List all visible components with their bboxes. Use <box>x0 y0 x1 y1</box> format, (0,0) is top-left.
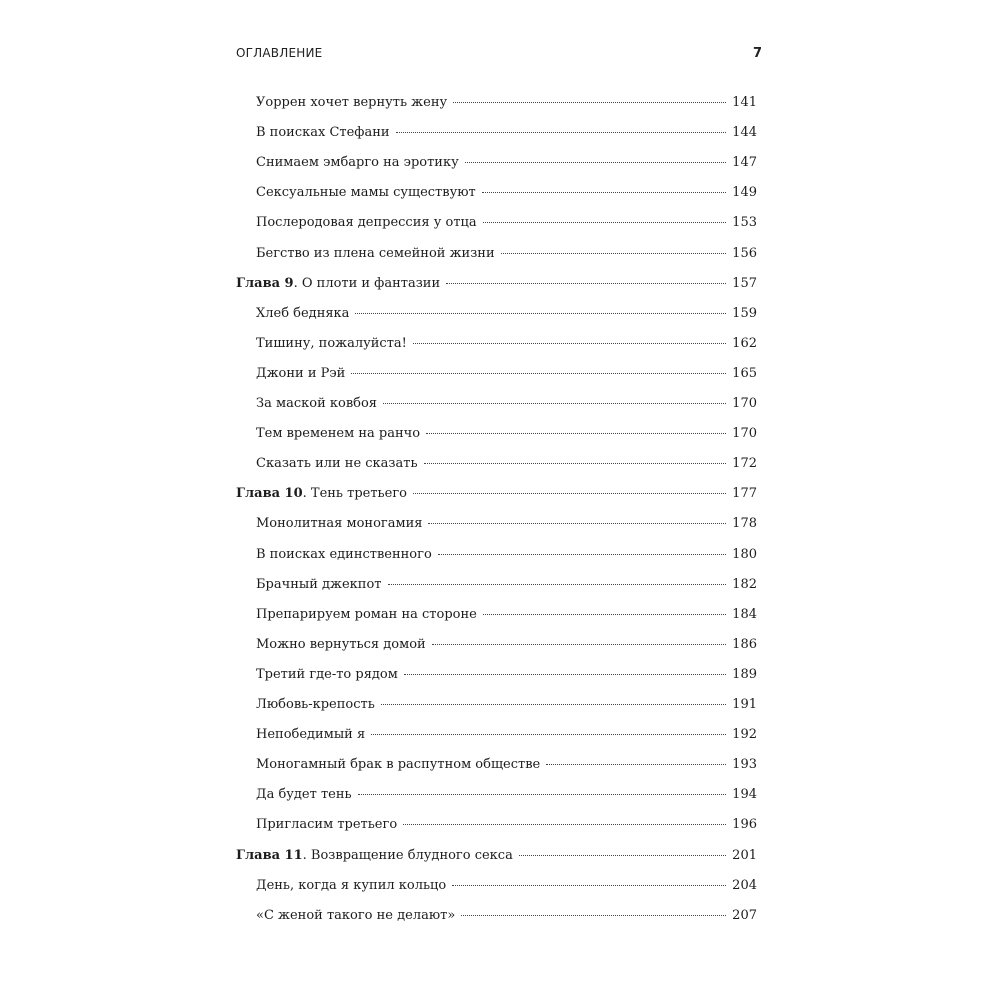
toc-entry-title: Уоррен хочет вернуть жену <box>256 95 448 110</box>
chapter-title: . Возвращение блудного секса <box>302 847 513 863</box>
dot-leader <box>519 854 726 856</box>
toc-entry-title: Тем временем на ранчо <box>256 426 421 442</box>
dot-leader <box>461 914 726 916</box>
toc-entry <box>256 299 757 329</box>
dot-leader <box>426 432 726 434</box>
toc-entry-title: «С женой такого не делают» <box>256 907 456 923</box>
toc-entry-page-number: 141 <box>732 95 757 110</box>
toc-entry-page-number: 196 <box>732 817 757 833</box>
toc-entry-title: Снимаем эмбарго на эротику <box>256 155 459 171</box>
toc-entry <box>256 780 757 810</box>
dot-leader <box>483 221 727 223</box>
toc-entry-page-number: 194 <box>732 787 757 803</box>
toc-entry <box>256 389 757 419</box>
dot-leader <box>432 643 726 645</box>
toc-entry-title: За маской ковбоя <box>256 396 377 411</box>
toc-entry-title: В поисках единственного <box>256 546 432 562</box>
toc-entry <box>256 239 757 269</box>
toc-entry-page-number: 184 <box>732 606 757 622</box>
toc-entry-title: Монолитная моногамия <box>256 516 423 532</box>
toc-chapter-entry <box>236 841 757 871</box>
toc-entry-page-number: 157 <box>732 275 757 291</box>
toc-entry <box>256 570 757 600</box>
toc-entry-page-number: 177 <box>732 486 757 502</box>
toc-entry-page-number: 144 <box>732 125 757 141</box>
toc-entry-page-number: 192 <box>732 727 757 743</box>
toc-entry-page-number: 180 <box>732 546 757 562</box>
toc-entry <box>256 118 757 148</box>
toc-entry-title: Бегство из плена семейной жизни <box>256 245 495 261</box>
toc-entry-title: Можно вернуться домой <box>256 636 426 652</box>
toc-entry-page-number: 189 <box>732 666 757 682</box>
toc-entry <box>256 208 757 238</box>
toc-entry-page-number: 170 <box>732 426 757 442</box>
running-header <box>236 46 762 61</box>
toc-entry-title: Да будет тень <box>256 787 352 803</box>
toc-entry-title: Препарируем роман на стороне <box>256 606 477 622</box>
dot-leader <box>413 492 726 494</box>
dot-leader <box>446 282 726 284</box>
dot-leader <box>358 793 727 795</box>
toc-entry-page-number: 170 <box>732 396 757 411</box>
dot-leader <box>396 131 727 133</box>
toc-entry-page-number: 159 <box>732 305 757 321</box>
dot-leader <box>355 312 726 314</box>
toc-entry-page-number: 172 <box>732 456 757 472</box>
toc-entry <box>256 810 757 840</box>
toc-entry <box>256 329 757 359</box>
toc-entry-title: Хлеб бедняка <box>256 305 350 321</box>
dot-leader <box>404 673 726 675</box>
running-header-title: ОГЛАВЛЕНИЕ <box>236 46 323 60</box>
toc-entry-title: Джони и Рэй <box>256 365 346 381</box>
toc-entry <box>256 871 757 901</box>
toc-entry-title: Послеродовая депрессия у отца <box>256 215 477 231</box>
toc-entry-page-number: 193 <box>732 757 757 773</box>
toc-entry-page-number: 182 <box>732 576 757 592</box>
toc-entry-title: Непобедимый я <box>256 727 366 743</box>
toc-entry-title: Тишину, пожалуйста! <box>256 335 407 351</box>
toc-entry <box>256 419 757 449</box>
toc-entry-page-number: 162 <box>732 335 757 351</box>
toc-entry-page-number: 153 <box>732 215 757 231</box>
toc-entry <box>256 630 757 660</box>
toc-entry-title: День, когда я купил кольцо <box>256 877 447 893</box>
toc-entry-page-number: 165 <box>732 365 757 381</box>
toc-chapter-entry <box>236 479 757 509</box>
toc-entry-title <box>236 479 407 509</box>
dot-leader <box>482 191 726 193</box>
dot-leader <box>383 402 726 404</box>
toc-entry-title <box>236 841 513 871</box>
toc-entry-page-number: 201 <box>732 847 757 863</box>
toc-entry <box>256 750 757 780</box>
toc-entry <box>256 178 757 208</box>
toc-entry-title: Третий где-то рядом <box>256 666 398 682</box>
dot-leader <box>546 763 726 765</box>
toc-entry-page-number: 147 <box>732 155 757 171</box>
dot-leader <box>413 342 726 344</box>
toc-entry <box>256 660 757 690</box>
dot-leader <box>371 733 726 735</box>
toc-entry-page-number: 156 <box>732 245 757 261</box>
toc-entry-title <box>236 269 440 299</box>
toc-entry <box>256 690 757 720</box>
toc-entry-title: Сказать или не сказать <box>256 456 418 472</box>
toc-entry-title: Пригласим третьего <box>256 817 398 833</box>
toc-entry <box>256 509 757 539</box>
dot-leader <box>424 462 727 464</box>
toc-chapter-entry <box>236 269 757 299</box>
toc-entry-page-number: 149 <box>732 185 757 201</box>
toc-entry <box>256 148 757 178</box>
dot-leader <box>381 703 726 705</box>
toc-entry-title: Моногамный брак в распутном обществе <box>256 757 541 773</box>
toc-entry-page-number: 207 <box>732 907 757 923</box>
dot-leader <box>483 613 726 615</box>
dot-leader <box>465 161 726 163</box>
toc-entry <box>256 720 757 750</box>
dot-leader <box>388 583 727 585</box>
toc-entry-title: Любовь-крепость <box>256 697 375 712</box>
toc-entry-page-number: 204 <box>732 877 757 893</box>
toc-entry-title: Брачный джекпот <box>256 576 382 592</box>
toc-entry-title: Сексуальные мамы существуют <box>256 185 476 201</box>
dot-leader <box>351 372 726 374</box>
dot-leader <box>438 553 726 555</box>
toc-entry-title: В поисках Стефани <box>256 125 390 141</box>
dot-leader <box>453 101 726 103</box>
chapter-number: Глава 11 <box>236 847 303 863</box>
toc-entry <box>256 359 757 389</box>
toc-entry <box>256 540 757 570</box>
chapter-title: . Тень третьего <box>302 486 407 502</box>
dot-leader <box>452 884 726 886</box>
dot-leader <box>501 252 727 254</box>
chapter-title: . О плоти и фантазии <box>293 275 441 291</box>
toc-entry <box>256 901 757 931</box>
toc-entry-page-number: 178 <box>732 516 757 532</box>
toc-entry-page-number: 186 <box>732 636 757 652</box>
dot-leader <box>428 522 726 524</box>
toc-entry-page-number: 191 <box>732 697 757 712</box>
dot-leader <box>403 823 726 825</box>
chapter-number: Глава 10 <box>236 486 303 502</box>
page-number: 7 <box>752 46 762 61</box>
toc-entry <box>256 88 757 118</box>
chapter-number: Глава 9 <box>236 275 294 291</box>
toc-entry <box>256 449 757 479</box>
toc-entry <box>256 600 757 630</box>
